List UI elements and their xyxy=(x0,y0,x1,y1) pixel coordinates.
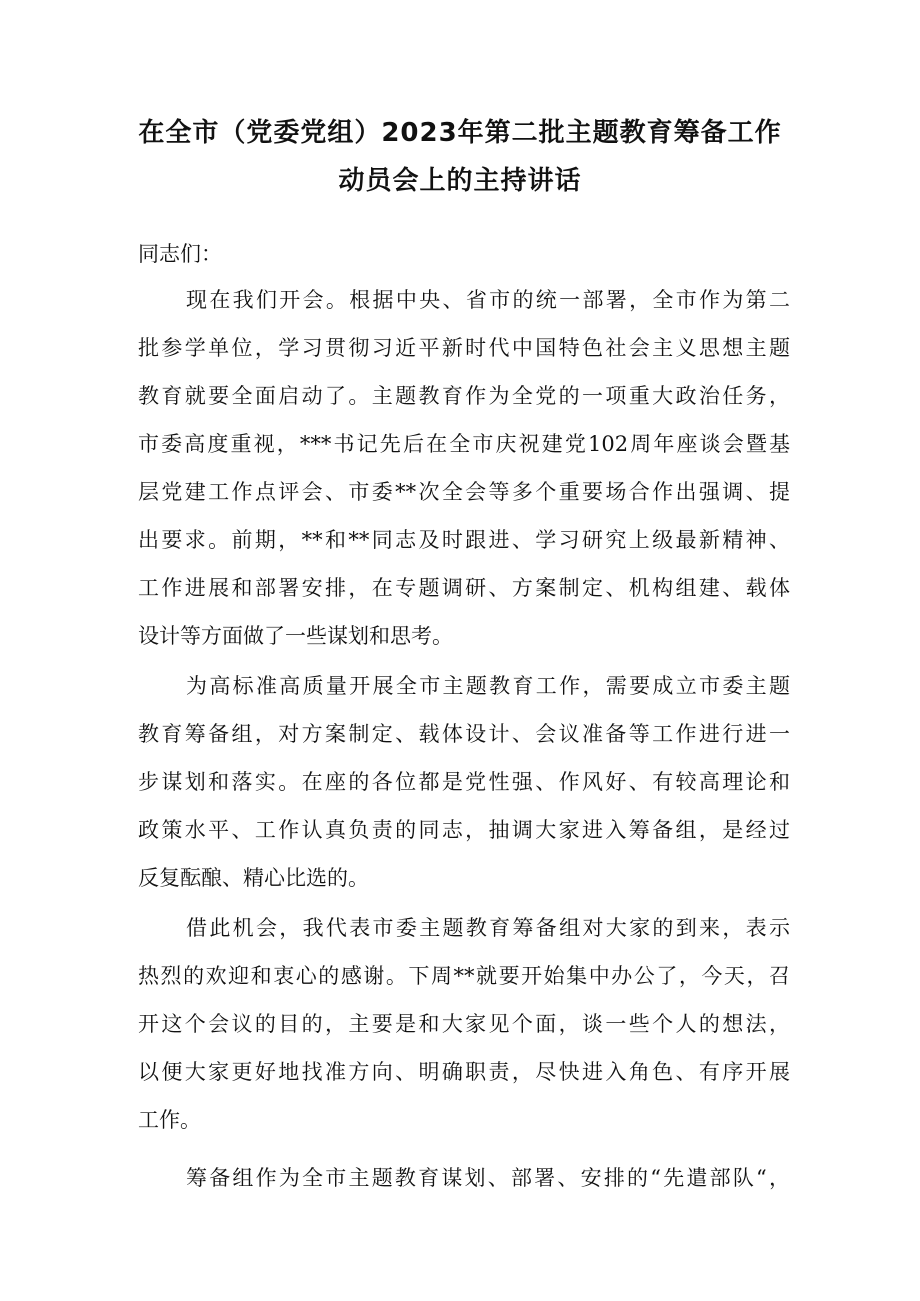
paragraph-line: 工作进展和部署安排，在专题调研、方案制定、机构组建、载体 xyxy=(138,576,790,600)
paragraph-line: 筹备组作为全市主题教育谋划、部署、安排的“先遣部队“， xyxy=(186,1166,790,1190)
paragraph-line: 出要求。前期，**和**同志及时跟进、学习研究上级最新精神、 xyxy=(138,528,790,552)
paragraph-line: 为高标准高质量开展全市主题教育工作，需要成立市委主题 xyxy=(186,674,790,698)
paragraph-line: 政策水平、工作认真负责的同志，抽调大家进入筹备组，是经过 xyxy=(138,818,790,842)
paragraph-line: 层党建工作点评会、市委**次全会等多个重要场合作出强调、提 xyxy=(138,480,790,504)
paragraph-line: 工作。 xyxy=(138,1108,201,1132)
paragraph-line: 批参学单位，学习贯彻习近平新时代中国特色社会主义思想主题 xyxy=(138,336,790,360)
paragraph-line: 设计等方面做了一些谋划和思考。 xyxy=(138,624,453,648)
paragraph-line: 市委高度重视，***书记先后在全市庆祝建党102周年座谈会暨基 xyxy=(138,432,790,456)
document-title-line-2: 动员会上的主持讲话 xyxy=(338,166,582,196)
paragraph-line: 借此机会，我代表市委主题教育筹备组对大家的到来，表示 xyxy=(186,916,790,940)
paragraph-line: 反复酝酿、精心比选的。 xyxy=(138,866,369,890)
paragraph-line: 热烈的欢迎和衷心的感谢。下周**就要开始集中办公了，今天，召 xyxy=(138,964,790,988)
paragraph-line: 步谋划和落实。在座的各位都是党性强、作风好、有较高理论和 xyxy=(138,770,790,794)
paragraph-line: 以便大家更好地找准方向、明确职责，尽快进入角色、有序开展 xyxy=(138,1060,790,1084)
paragraph-line: 现在我们开会。根据中央、省市的统一部署，全市作为第二 xyxy=(186,288,790,312)
paragraph-line: 开这个会议的目的，主要是和大家见个面，谈一些个人的想法， xyxy=(138,1012,790,1036)
paragraph-line: 教育筹备组，对方案制定、载体设计、会议准备等工作进行进一 xyxy=(138,722,790,746)
document-title-line-1: 在全市（党委党组）2023年第二批主题教育筹备工作 xyxy=(138,118,782,148)
salutation: 同志们： xyxy=(138,242,222,266)
paragraph-line: 教育就要全面启动了。主题教育作为全党的一项重大政治任务， xyxy=(138,384,790,408)
